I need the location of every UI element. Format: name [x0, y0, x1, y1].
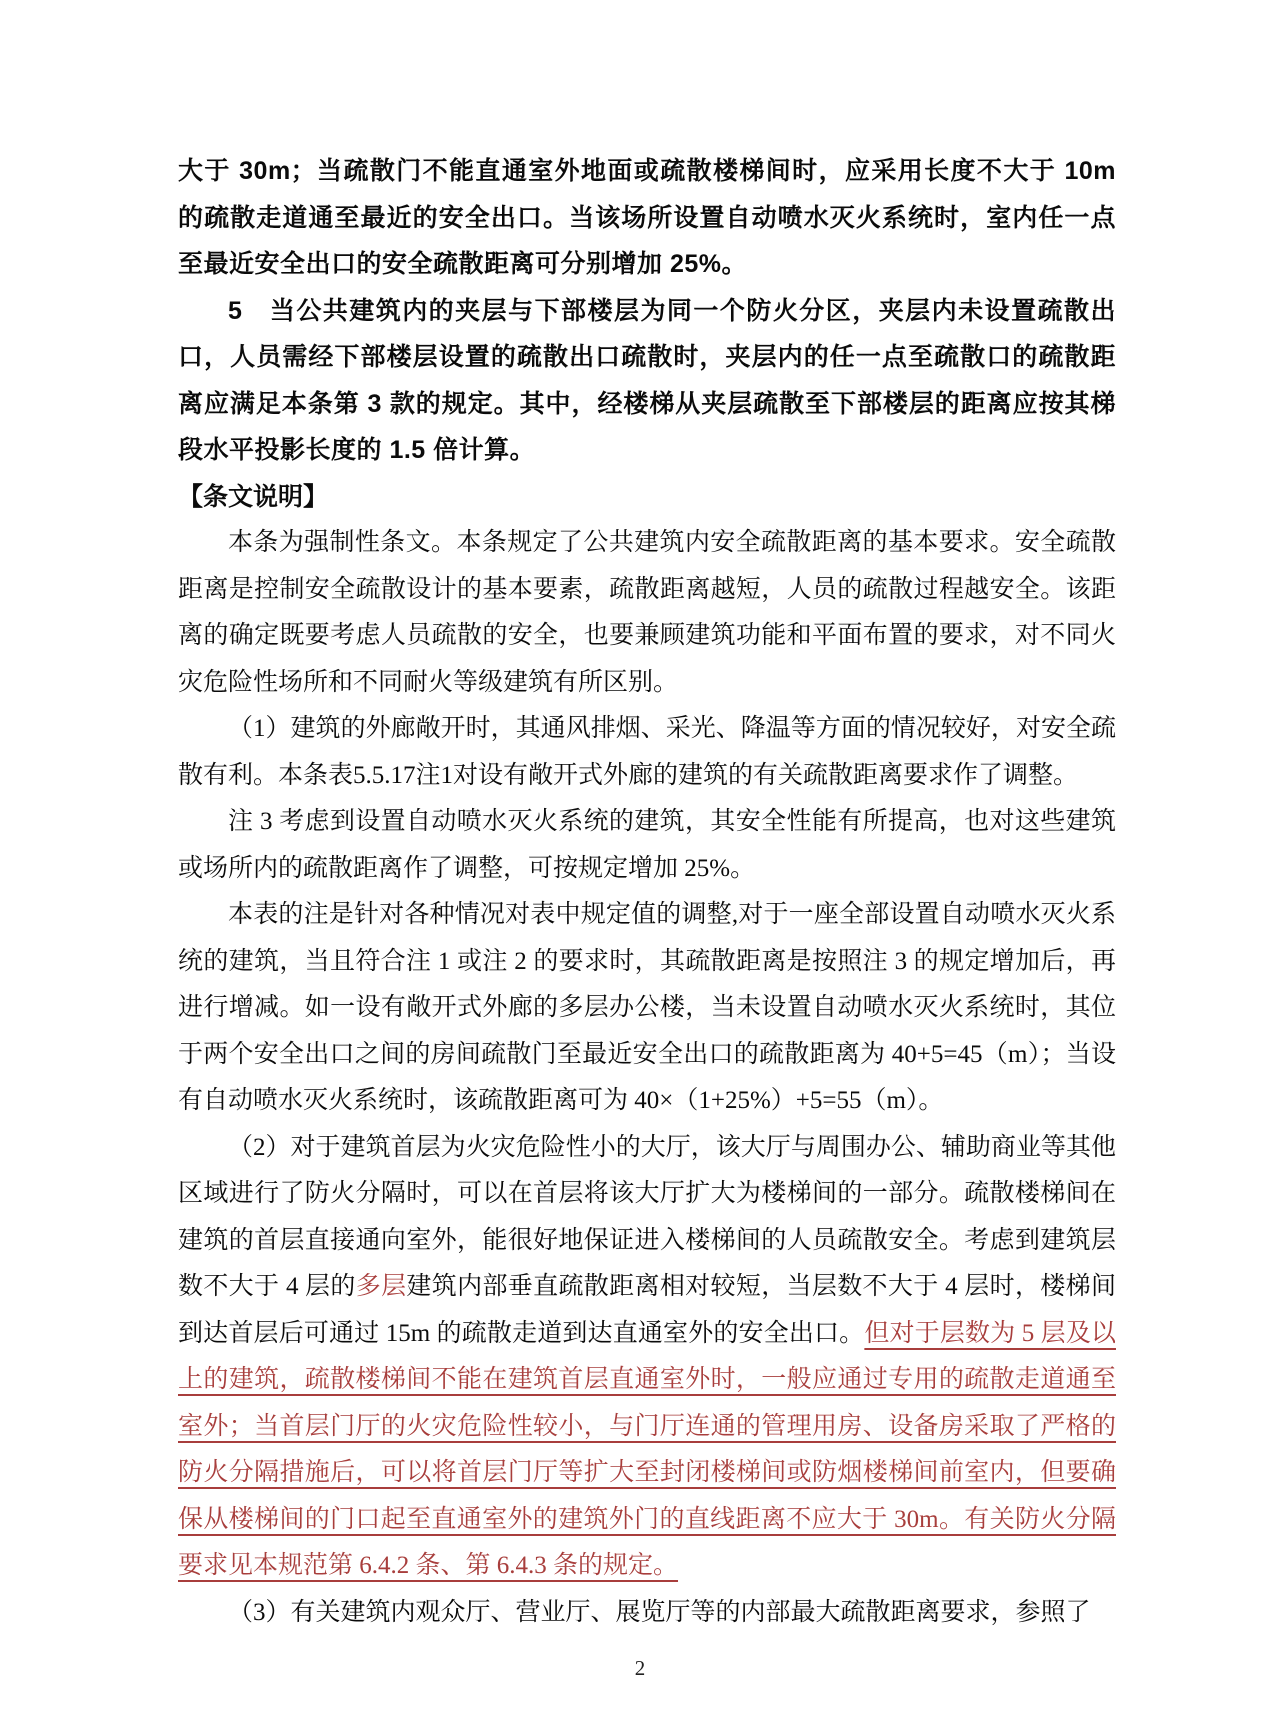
provision-continued-paragraph: 大于 30m；当疏散门不能直通室外地面或疏散楼梯间时，应采用长度不大于 10m 的疏散走道通至最近的安全出口。当该场所设置自动喷水灭火系统时，室内任一点至最近安全出口的安全疏散距离可分别增加 25%。 — [178, 157, 1116, 278]
item2-red-highlight-segment: 多层 — [355, 1273, 407, 1300]
explanation-item2-paragraph — [178, 1125, 1116, 1590]
item2-red-underlined-revision-segment: 但对于层数为 5 层及以上的建筑，疏散楼梯间不能在建筑首层直通室外时，一般应通过专用的疏散走道通至室外；当首层门厅的火灾危险性较小，与门厅连通的管理用房、设备房采取了严格的防火分隔措施后，可以将首层门厅等扩大至封闭楼梯间或防烟楼梯间前室内，但要确保从楼梯间的门口起至直通室外的建筑外门的直线距离不应大于 30m。有关防火分隔要求见本规范第 6.4.2 条、第 6.4.3 条的规定。 — [178, 1319, 1116, 1579]
explanation-note3-paragraph: 注 3 考虑到设置自动喷水灭火系统的建筑，其安全性能有所提高，也对这些建筑或场所内的疏散距离作了调整，可按规定增加 25%。 — [178, 808, 1116, 882]
explanation-item3-paragraph: （3）有关建筑内观众厅、营业厅、展览厅等的内部最大疏散距离要求，参照了 — [228, 1598, 1091, 1626]
explanation-table-notes-paragraph: 本表的注是针对各种情况对表中规定值的调整,对于一座全部设置自动喷水灭火系统的建筑，当且符合注 1 或注 2 的要求时，其疏散距离是按照注 3 的规定增加后，再进行增减。如一设有敞开式外廊的多层办公楼，当未设置自动喷水灭火系统时，其位于两个安全出口之间的房间疏散门至最近安全出口的疏散距离为 40+5=45（m）；当设有自动喷水灭火系统时，该疏散距离可为 40×（1+25%）+5=55（m）。 — [178, 901, 1116, 1114]
page-number: 2 — [634, 1656, 646, 1680]
item2-text-segment: 建筑内部垂直疏散距离相对较短，当层数不大于 4 层时，楼梯间到达首层后可通过 15m 的疏散走道到达直通室外的安全出口。 — [178, 1273, 1116, 1347]
explanation-note1-paragraph: （1）建筑的外廊敞开时，其通风排烟、采光、降温等方面的情况较好，对安全疏散有利。本条表5.5.17注1对设有敞开式外廊的建筑的有关疏散距离要求作了调整。 — [178, 715, 1116, 789]
explanation-heading: 【条文说明】 — [178, 482, 329, 511]
provision-item5-paragraph: 5 当公共建筑内的夹层与下部楼层为同一个防火分区，夹层内未设置疏散出口，人员需经下部楼层设置的疏散出口疏散时，夹层内的任一点至疏散口的疏散距离应满足本条第 3 款的规定。其中，经楼梯从夹层疏散至下部楼层的距离应按其梯段水平投影长度的 1.5 倍计算。 — [178, 296, 1116, 464]
item2-text-segment: （2）对于建筑首层为火灾危险性小的大厅，该大厅与周围办公、辅助商业等其他区域进行了防火分隔时，可以在首层将该大厅扩大为楼梯间的一部分。疏散楼梯间在建筑的首层直接通向室外，能很好地保证进入楼梯间的人员疏散安全。考虑到建筑层数不大于 4 层的 — [178, 1133, 1116, 1300]
explanation-overview-paragraph: 本条为强制性条文。本条规定了公共建筑内安全疏散距离的基本要求。安全疏散距离是控制安全疏散设计的基本要素，疏散距离越短，人员的疏散过程越安全。该距离的确定既要考虑人员疏散的安全，也要兼顾建筑功能和平面布置的要求，对不同火灾危险性场所和不同耐火等级建筑有所区别。 — [178, 529, 1116, 696]
document-content — [178, 148, 1116, 1636]
